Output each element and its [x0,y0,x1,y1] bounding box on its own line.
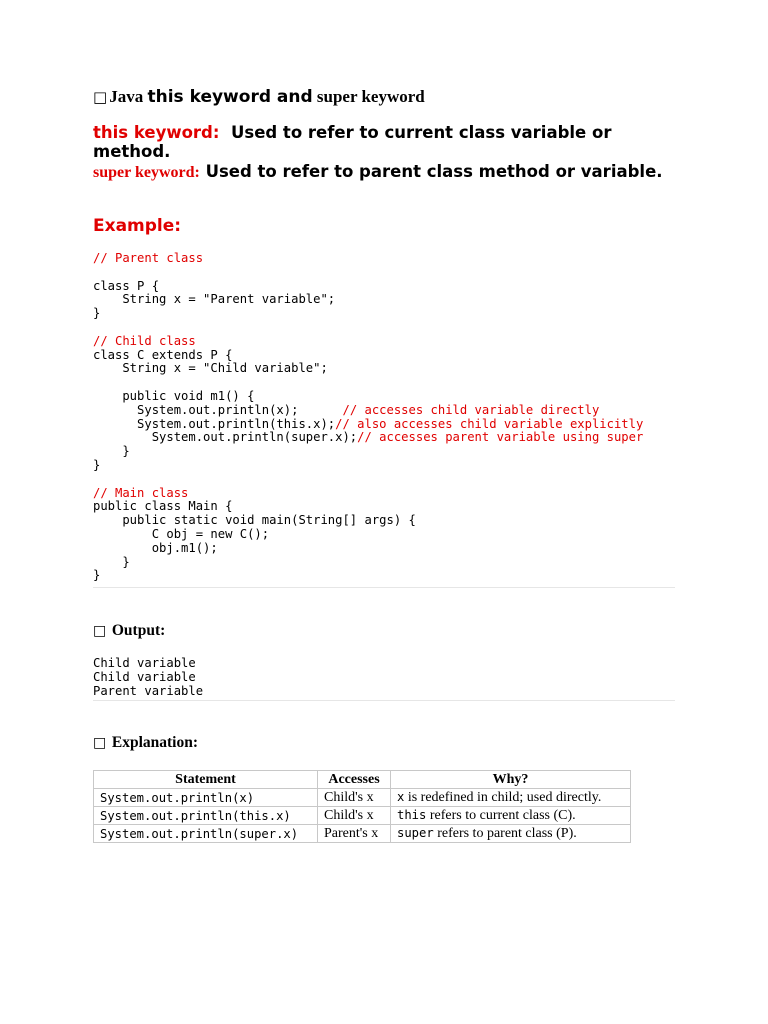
code-comment: // accesses child variable directly [342,402,600,417]
output-heading [93,622,165,640]
super-keyword-definition [93,162,683,182]
output-line: Child variable [93,669,196,684]
code-text: class C extends P { [93,347,233,362]
title-this-keyword-and: this keyword and [147,87,313,107]
example-heading: Example: [93,216,182,236]
code-line [93,403,599,417]
code-text: } [93,444,130,459]
title-java: Java [109,87,144,106]
missing-glyph-icon: □ [93,623,107,639]
code-text: System.out.println(x); [93,402,343,417]
why-text: is redefined in child; used directly. [404,790,602,805]
code-text: class P { [93,278,160,293]
why-code: super [397,826,434,840]
code-text: public static void main(String[] args) { [93,513,416,528]
why-code: x [397,790,405,804]
code-comment: // accesses parent variable using super [357,430,644,445]
output-line: Parent variable [93,683,204,698]
code-line [93,306,100,320]
code-text: C obj = new C(); [93,526,270,541]
code-line [93,251,203,265]
table-row [94,789,631,807]
why-cell [391,807,631,825]
code-line [93,430,643,444]
code-line [93,417,643,431]
code-text: public class Main { [93,499,233,514]
table-row [94,825,631,843]
code-block [93,252,643,583]
why-code: this [397,808,427,822]
accesses-cell: Child's x [318,807,391,825]
code-line [93,389,254,403]
code-line [93,348,232,362]
code-comment: // Main class [93,485,189,500]
code-line [93,458,100,472]
this-keyword-term: this keyword: [93,123,220,142]
code-line [93,513,416,527]
code-text: } [93,568,101,583]
why-text: refers to current class (C). [426,808,576,823]
code-line [93,292,335,306]
super-keyword-term: super keyword: [93,164,200,181]
output-heading-label: Output: [111,622,166,639]
accesses-cell: Child's x [318,789,391,807]
code-line [93,444,130,458]
code-text: } [93,306,101,321]
code-line [93,555,130,569]
this-keyword-definition [93,123,683,161]
explanation-heading [93,734,198,752]
explanation-heading-label: Explanation: [111,734,199,751]
why-text: refers to parent class (P). [433,826,577,841]
code-text: String x = "Child variable"; [93,361,328,376]
statement-cell: System.out.println(this.x) [94,807,318,825]
divider [93,587,675,588]
code-line [93,486,188,500]
code-comment: // Child class [93,333,196,348]
code-line [93,527,269,541]
code-text: System.out.println(super.x); [93,430,358,445]
page-title [93,87,425,107]
code-comment: // also accesses child variable explicitly [335,416,644,431]
output-line: Child variable [93,656,196,670]
why-cell [391,825,631,843]
table-header-row [94,771,631,789]
super-keyword-description: Used to refer to parent class method or variable. [205,162,663,181]
code-line [93,279,159,293]
code-text: System.out.println(this.x); [93,416,336,431]
code-line [93,568,100,582]
missing-glyph-icon: □ [93,735,107,751]
header-accesses: Accesses [318,771,391,789]
code-text: String x = "Parent variable"; [93,292,336,307]
divider [93,700,675,701]
output-block [93,657,203,698]
explanation-table [93,770,631,843]
code-text: public void m1() { [93,388,255,403]
code-line [93,361,328,375]
code-line [93,334,196,348]
statement-cell: System.out.println(x) [94,789,318,807]
code-text: obj.m1(); [93,540,218,555]
statement-cell: System.out.println(super.x) [94,825,318,843]
code-comment: // Parent class [93,251,204,265]
title-super-keyword: super keyword [316,87,425,106]
why-cell [391,789,631,807]
code-line [93,499,232,513]
header-why: Why? [391,771,631,789]
this-keyword-description: Used to refer to current class variable or method. [93,123,612,161]
code-text: } [93,554,130,569]
table-row [94,807,631,825]
missing-glyph-icon: □ [93,88,108,106]
header-statement: Statement [94,771,318,789]
code-text: } [93,457,101,472]
code-line [93,541,218,555]
accesses-cell: Parent's x [318,825,391,843]
